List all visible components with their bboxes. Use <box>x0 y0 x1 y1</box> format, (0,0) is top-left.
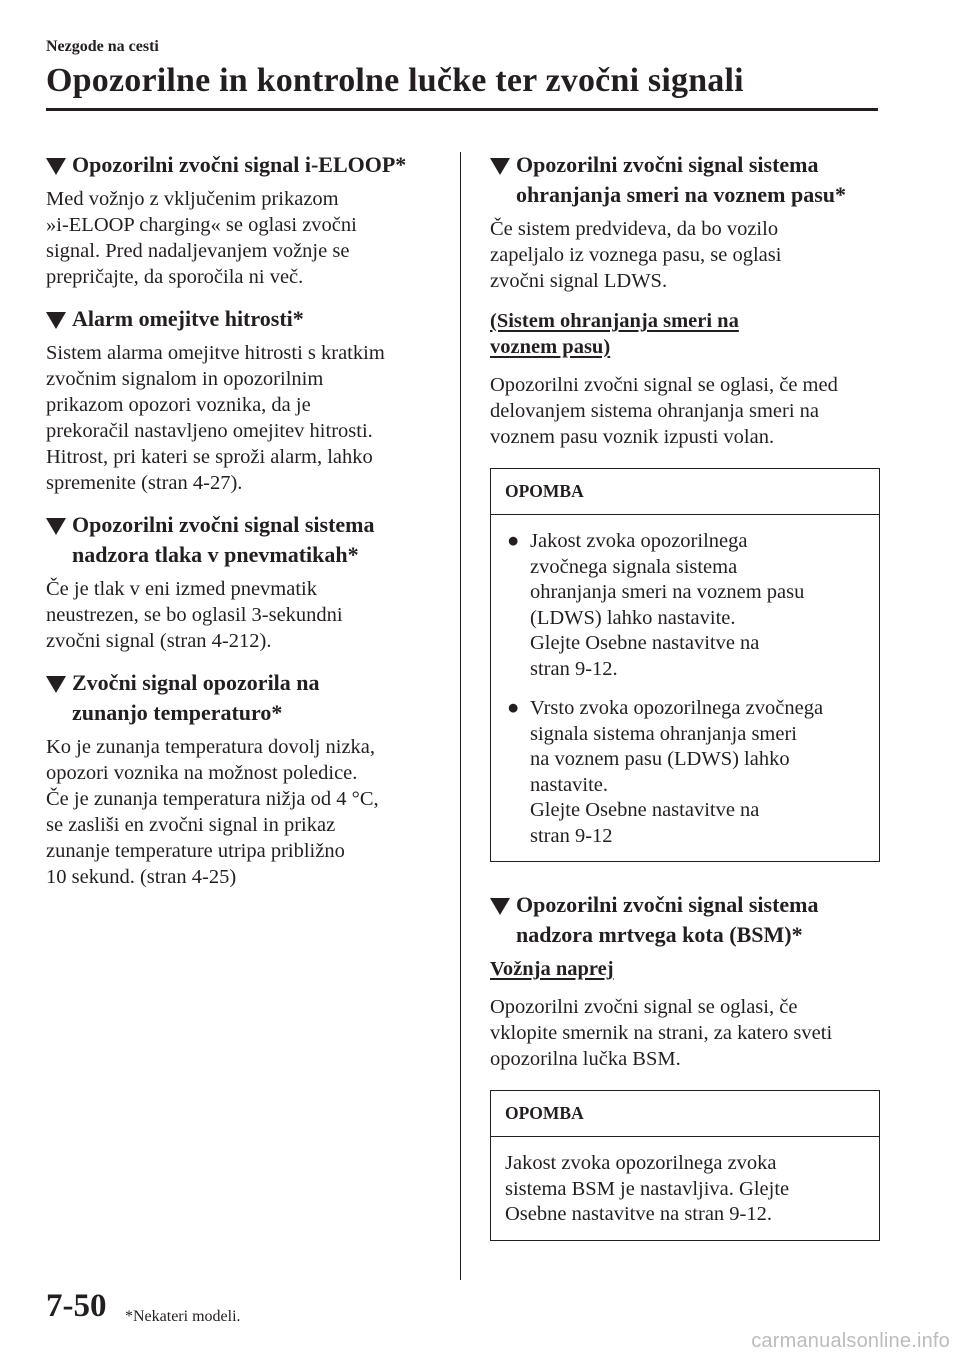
text-line: ohranjanja smeri na voznem pasu <box>530 581 805 603</box>
text-line: Hitrost, pri kateri se sproži alarm, lahko <box>46 446 373 468</box>
section-heading-bsm <box>490 890 880 950</box>
heading-line: Opozorilni zvočni signal sistema <box>516 892 819 917</box>
text-line: prepričajte, da sporočila ni več. <box>46 266 304 288</box>
text-line: Če sistem predvideva, da bo vozilo <box>490 218 779 240</box>
text-line: delovanjem sistema ohranjanja smeri na <box>490 400 820 422</box>
page-number: 7-50 <box>46 1288 107 1324</box>
heading-line: Zvočni signal opozorila na <box>72 670 320 695</box>
text-line: vklopite smernik na strani, za katero sveti <box>490 1022 833 1044</box>
text-line: »i-ELOOP charging« se oglasi zvočni <box>46 214 357 236</box>
paragraph-bsm <box>490 994 880 1072</box>
text-line: sistema BSM je nastavljiva. Glejte <box>505 1177 790 1200</box>
paragraph-ldws <box>490 216 880 294</box>
note-list-item <box>505 696 865 849</box>
triangle-marker-icon <box>46 312 66 329</box>
heading-line: nadzora tlaka v pnevmatikah* <box>72 542 359 567</box>
text-line: Jakost zvoka opozorilnega <box>530 530 748 552</box>
text-line: zapeljalo iz voznega pasu, se oglasi <box>490 244 782 266</box>
text-line: Sistem alarma omejitve hitrosti s kratkim <box>46 342 385 364</box>
note-title: OPOMBA <box>491 469 879 515</box>
note-body <box>491 1137 879 1240</box>
bullet-icon: ● <box>507 697 520 719</box>
paragraph-ieloop <box>46 186 446 290</box>
right-column <box>490 150 880 1269</box>
text-line: prikazom opozori voznika, da je <box>46 394 311 416</box>
text-line: Opozorilni zvočni signal se oglasi, če med <box>490 374 838 396</box>
triangle-marker-icon <box>46 158 66 175</box>
section-heading-speed-alarm <box>46 304 446 334</box>
subheading-line: voznem pasu) <box>490 336 611 358</box>
text-line: 10 sekund. (stran 4-25) <box>46 866 237 888</box>
triangle-marker-icon <box>490 898 510 915</box>
text-line: Med vožnjo z vključenim prikazom <box>46 188 339 210</box>
title-rule <box>46 108 878 111</box>
heading-line: nadzora mrtvega kota (BSM)* <box>516 922 803 947</box>
text-line: Vrsto zvoka opozorilnega zvočnega <box>530 697 824 719</box>
footnote: *Nekateri modeli. <box>125 1308 241 1325</box>
page-title: Opozorilne in kontrolne lučke ter zvočni signali <box>46 62 744 99</box>
text-line: zunanje temperature utripa približno <box>46 840 345 862</box>
text-line: signala sistema ohranjanja smeri <box>530 722 797 745</box>
note-list-item <box>505 529 865 682</box>
text-line: neustrezen, se bo oglasil 3-sekundni <box>46 604 343 626</box>
text-line: opozorilna lučka BSM. <box>490 1048 681 1070</box>
text-line: Osebne nastavitve na stran 9-12. <box>505 1203 772 1225</box>
subheading-line: (Sistem ohranjanja smeri na <box>490 310 739 332</box>
text-line: stran 9-12 <box>530 824 613 847</box>
paragraph-tpms <box>46 576 446 654</box>
watermark: carmanualsonline.info <box>751 1330 950 1352</box>
subheading-driving-forward: Vožnja naprej <box>490 958 614 980</box>
heading-line: Opozorilni zvočni signal sistema <box>516 152 819 177</box>
paragraph-outside-temp <box>46 734 446 890</box>
text-line: Opozorilni zvočni signal se oglasi, če <box>490 996 798 1018</box>
text-line: na voznem pasu (LDWS) lahko <box>530 748 790 770</box>
running-head: Nezgode na cesti <box>46 38 159 55</box>
section-heading-outside-temp <box>46 668 446 728</box>
text-line: Ko je zunanja temperatura dovolj nizka, <box>46 736 376 758</box>
text-line: Glejte Osebne nastavitve na <box>530 799 760 821</box>
triangle-marker-icon <box>46 676 66 693</box>
note-box-ldws <box>490 468 880 862</box>
heading-line: ohranjanja smeri na voznem pasu* <box>516 182 847 207</box>
text-line: se zasliši en zvočni signal in prikaz <box>46 814 336 836</box>
text-line: voznem pasu voznik izpusti volan. <box>490 426 775 448</box>
triangle-marker-icon <box>46 518 66 535</box>
text-line: opozori voznika na možnost poledice. <box>46 762 358 784</box>
section-heading-ldws <box>490 150 880 210</box>
text-line: zvočni signal LDWS. <box>490 270 668 292</box>
text-line: Če je tlak v eni izmed pnevmatik <box>46 578 317 600</box>
left-column <box>46 150 446 904</box>
text-line: prekoračil nastavljeno omejitev hitrosti. <box>46 420 373 442</box>
heading-text: Alarm omejitve hitrosti* <box>72 306 304 331</box>
text-line: Jakost zvoka opozorilnega zvoka <box>505 1152 777 1174</box>
text-line: nastavite. <box>530 773 608 796</box>
triangle-marker-icon <box>490 158 510 175</box>
text-line: zvočni signal (stran 4-212). <box>46 630 272 652</box>
note-body <box>491 515 879 861</box>
text-line: zvočnim signalom in opozorilnim <box>46 368 324 390</box>
heading-line: Opozorilni zvočni signal sistema <box>72 512 375 537</box>
bullet-icon: ● <box>507 530 520 552</box>
paragraph-speed-alarm <box>46 340 446 496</box>
section-heading-tpms <box>46 510 446 570</box>
paragraph-ldws-steering <box>490 372 880 450</box>
subheading-lane-keeping <box>490 308 880 360</box>
heading-text: Opozorilni zvočni signal i-ELOOP* <box>72 152 407 177</box>
text-line: signal. Pred nadaljevanjem vožnje se <box>46 240 350 262</box>
text-line: Če je zunanja temperatura nižja od 4 °C, <box>46 788 379 810</box>
text-line: stran 9-12. <box>530 657 618 680</box>
note-box-bsm <box>490 1090 880 1241</box>
text-line: Glejte Osebne nastavitve na <box>530 632 760 654</box>
section-heading-ieloop <box>46 150 446 180</box>
text-line: (LDWS) lahko nastavite. <box>530 606 736 629</box>
heading-line: zunanjo temperaturo* <box>72 700 283 725</box>
note-list <box>505 529 865 849</box>
note-title: OPOMBA <box>491 1091 879 1137</box>
text-line: spremenite (stran 4-27). <box>46 472 243 494</box>
text-line: zvočnega signala sistema <box>530 555 738 578</box>
column-divider <box>460 152 461 1280</box>
